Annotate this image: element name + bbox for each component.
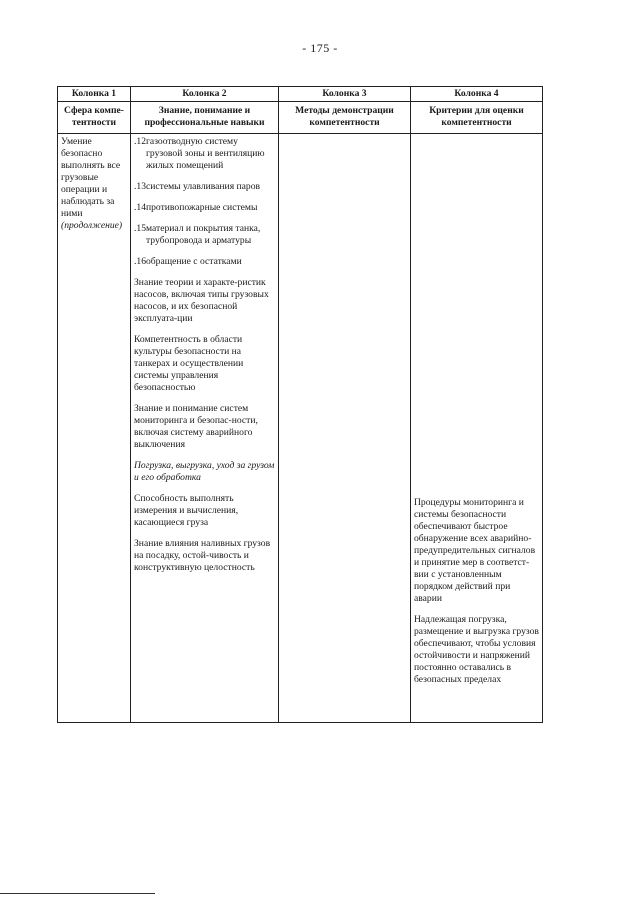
criteria-monitoring-text: Процедуры мониторинга и системы безопасности обеспечивают быстрое обнаружение всех аварийно-предупредительных сигналов и принятие мер в соответст-вии с установленным порядком действий при аварии — [414, 497, 536, 604]
list-item-text: системы улавливания паров — [146, 181, 261, 192]
pumps-knowledge-text: Знание теории и характе-ристик насосов, включая типы грузовых насосов, и их безопасной эксплуата-ции — [134, 277, 269, 324]
criteria-loading-text: Надлежащая погрузка, размещение и выгрузка грузов обеспечивают, чтобы условия остойчивости и напряжений постоянно оставались в безопасных пределах — [414, 614, 539, 685]
list-item-number: .16 — [134, 256, 146, 267]
column-2-label: Колонка 2 — [131, 87, 279, 102]
header-criteria: Критерии для оценки компетентности — [411, 102, 543, 134]
criteria-cell — [411, 134, 543, 723]
knowledge-cell — [131, 134, 279, 723]
cargo-handling-subheading: Погрузка, выгрузка, уход за грузом и его обработка — [134, 460, 275, 483]
continuation-note: (продолжение) — [61, 220, 123, 231]
competence-table — [57, 86, 543, 723]
methods-cell — [279, 134, 411, 723]
safety-culture-text: Компетентность в области культуры безопасности на танкерах и осуществлении системы управления безопасностью — [134, 334, 244, 393]
list-item — [134, 136, 275, 172]
list-item — [134, 181, 275, 193]
stability-knowledge-text: Знание влияния наливных грузов на посадку, остой-чивость и конструктивную целостность — [134, 538, 271, 573]
column-number-row — [58, 87, 543, 102]
header-knowledge: Знание, понимание и профессиональные навыки — [131, 102, 279, 134]
page-number: - 175 - — [302, 41, 338, 55]
list-item-number: .14 — [134, 202, 146, 213]
list-item-number: .12 — [134, 136, 146, 147]
list-item — [134, 202, 275, 214]
cargo-calculations-text: Способность выполнять измерения и вычисления, касающиеся груза — [134, 493, 239, 528]
list-item-text: материал и покрытия танка, трубопровода и арматуры — [146, 223, 261, 246]
list-item-number: .13 — [134, 181, 146, 192]
header-methods: Методы демонстрации компетентности — [279, 102, 411, 134]
column-1-label: Колонка 1 — [58, 87, 131, 102]
list-item — [134, 223, 275, 247]
table-row — [58, 134, 543, 723]
list-item-text: противопожарные системы — [146, 202, 258, 213]
competence-cell — [58, 134, 131, 723]
list-item-text: обращение с остатками — [146, 256, 242, 267]
header-row — [58, 102, 543, 134]
column-4-label: Колонка 4 — [411, 87, 543, 102]
list-item-text: газоотводную систему грузовой зоны и вентиляцию жилых помещений — [146, 136, 265, 171]
list-item-number: .15 — [134, 223, 146, 234]
list-item — [134, 256, 275, 268]
footer-divider — [0, 893, 155, 894]
monitoring-systems-text: Знание и понимание систем мониторинга и безопас-ности, включая систему аварийного выключения — [134, 403, 258, 450]
competence-text: Умение безопасно выполнять все грузовые операции и наблюдать за ними — [61, 136, 121, 219]
column-3-label: Колонка 3 — [279, 87, 411, 102]
header-competence: Сфера компе-тентности — [58, 102, 131, 134]
